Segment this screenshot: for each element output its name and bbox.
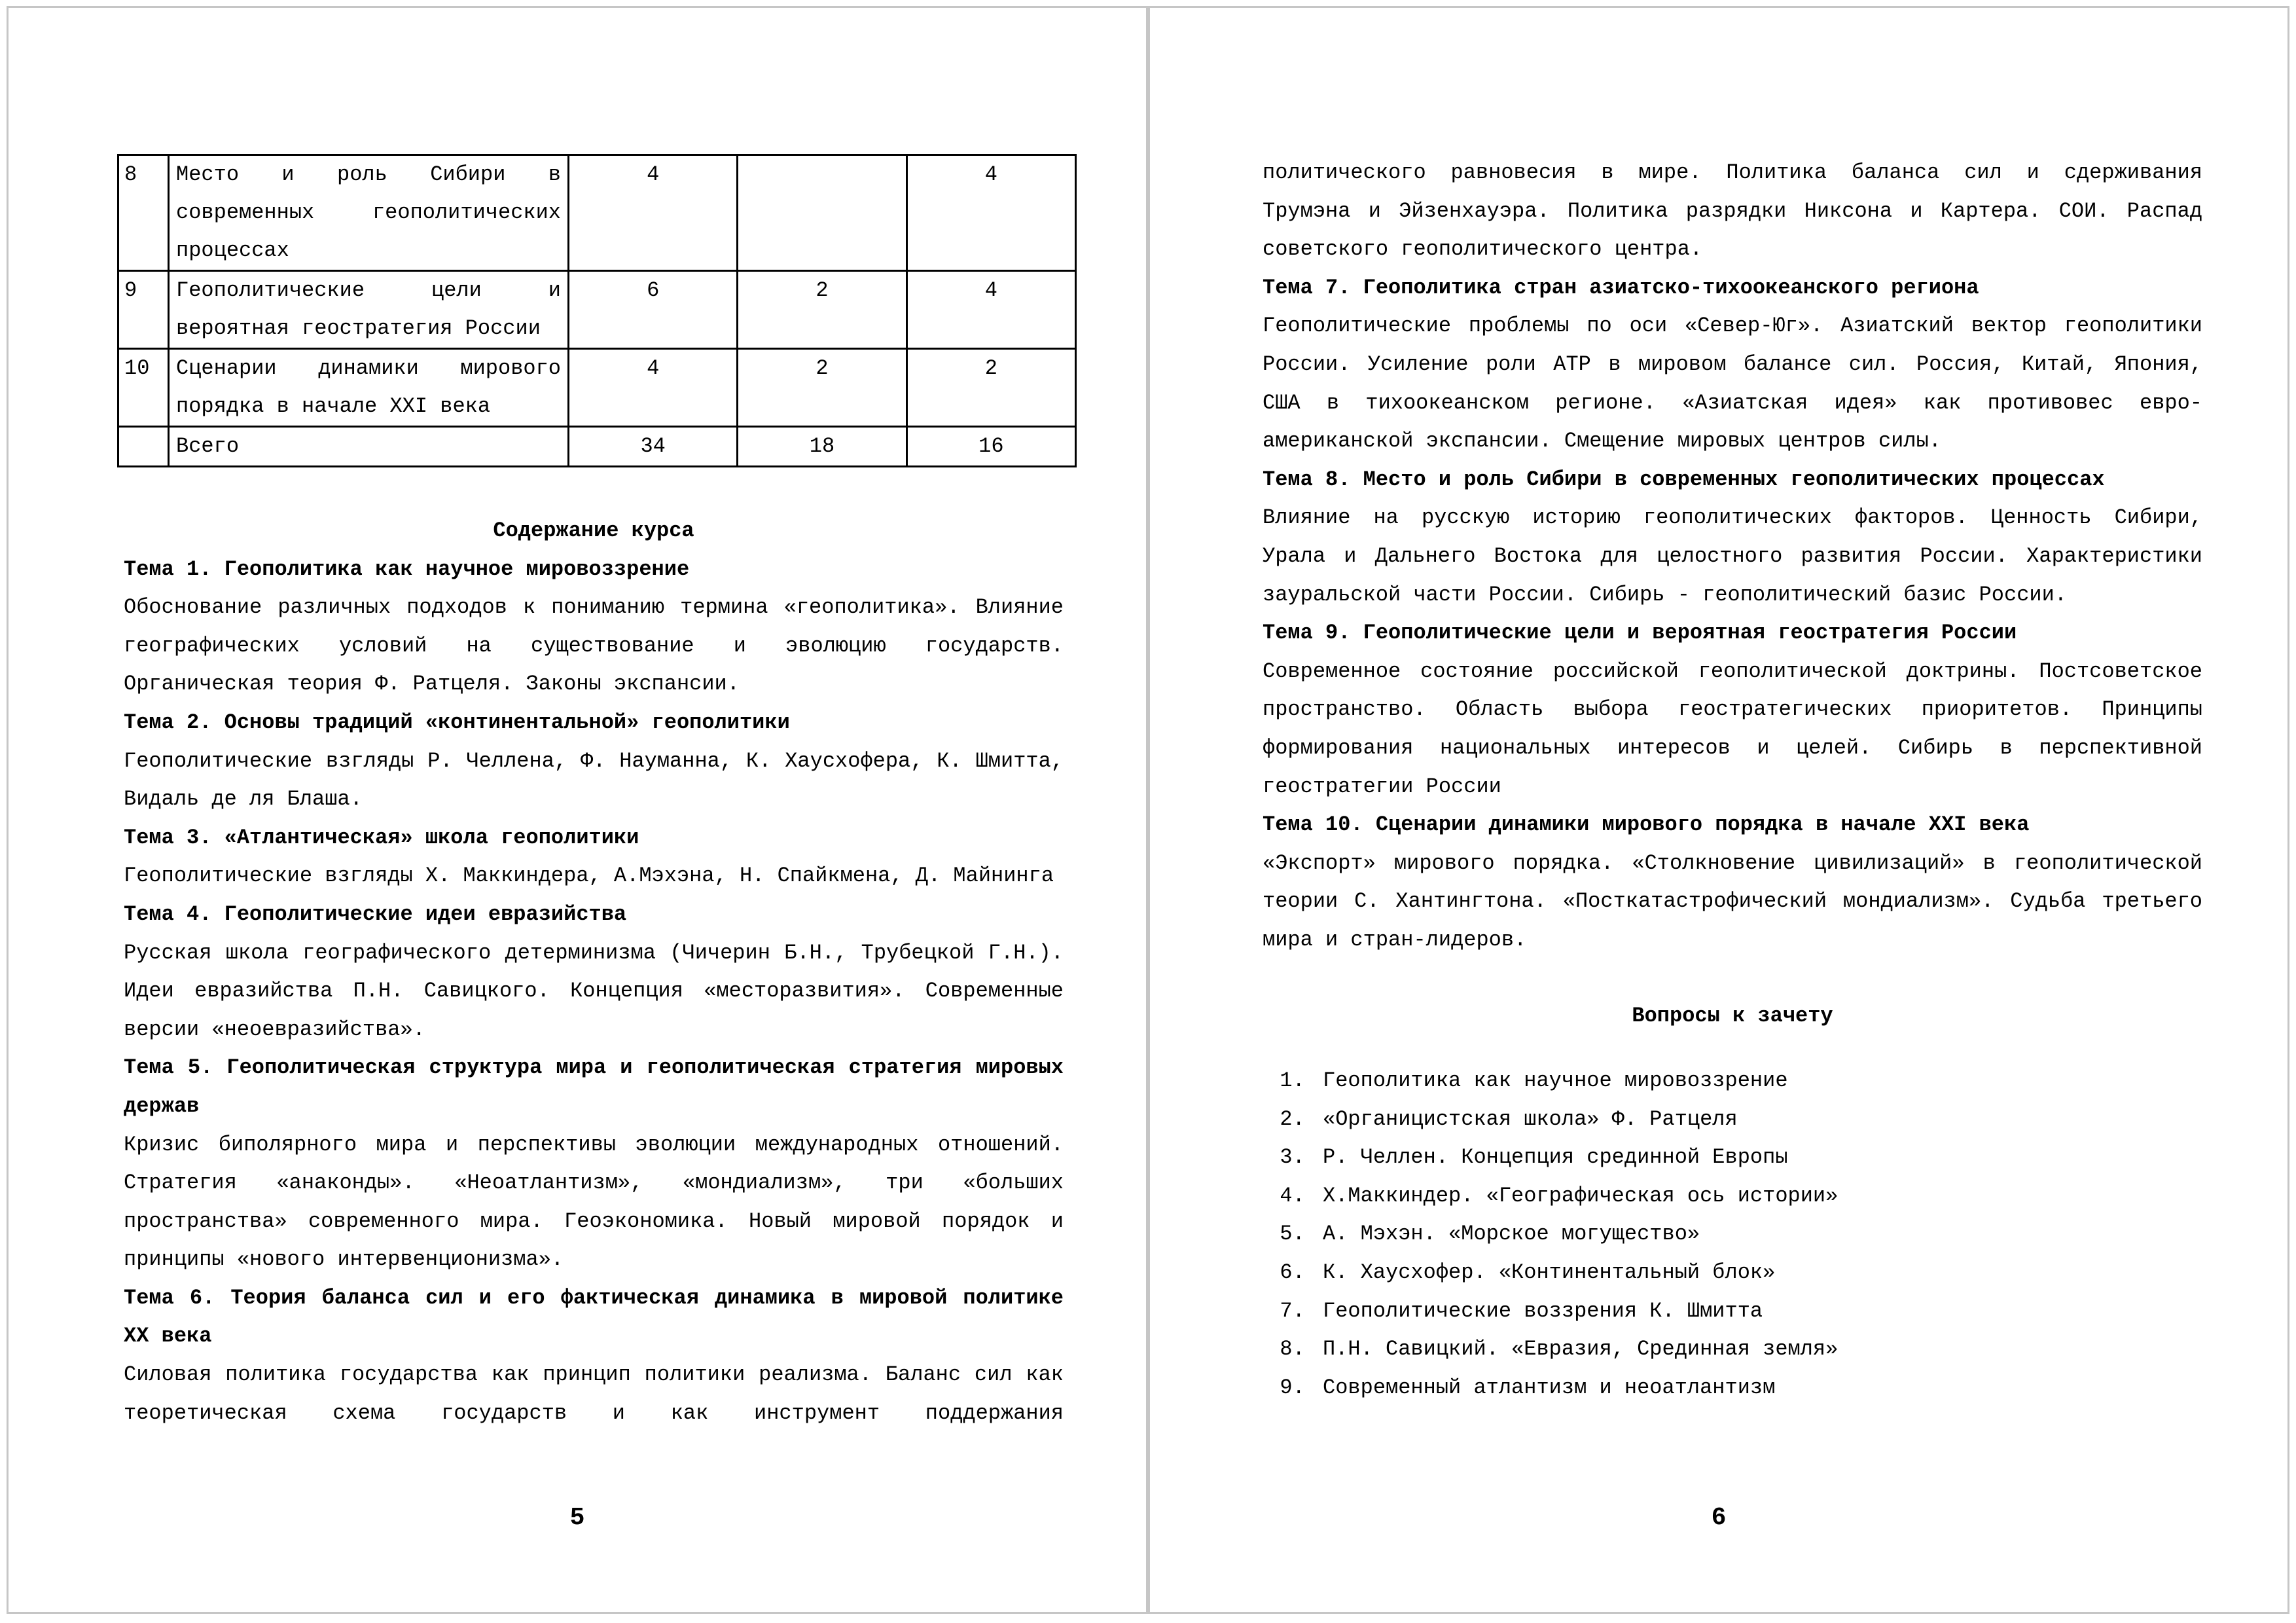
topic-block xyxy=(1263,806,2202,959)
row-topic: Всего xyxy=(169,427,569,467)
topic-block xyxy=(124,819,1064,896)
questions-list xyxy=(1263,1062,2202,1407)
topic-heading: Тема 2. Основы традиций «континентальной» геополитики xyxy=(124,710,790,735)
topic-text-continuation: политического равновесия в мире. Политика баланса сил и сдерживания Трумэна и Эйзенхауэра. Политика разрядки Никсона и Картера. СОИ. Распад советского геополитического центра. xyxy=(1263,160,2202,262)
row-total-hours: 4 xyxy=(569,155,738,271)
row-seminar-hours: 4 xyxy=(906,155,1075,271)
questions-title: Вопросы к зачету xyxy=(1632,1004,1833,1029)
row-seminar-hours: 4 xyxy=(906,271,1075,349)
page-number: 6 xyxy=(1711,1504,1727,1532)
page-number: 5 xyxy=(569,1504,585,1532)
course-plan-table xyxy=(117,154,1077,467)
list-item: 4. Х.Маккиндер. «Географическая ось истории» xyxy=(1318,1177,2202,1216)
row-total-hours: 34 xyxy=(569,427,738,467)
row-topic: Геополитические цели и вероятная геостратегия России xyxy=(169,271,569,349)
list-item: 9. Современный атлантизм и неоатлантизм xyxy=(1318,1369,2202,1408)
table-row xyxy=(118,155,1076,271)
row-seminar-hours: 16 xyxy=(906,427,1075,467)
list-item: 5. А. Мэхэн. «Морское могущество» xyxy=(1318,1215,2202,1254)
row-number: 9 xyxy=(118,271,169,349)
list-item: 2. «Органицистская школа» Ф. Ратцеля xyxy=(1318,1101,2202,1139)
topic-text: «Экспорт» мирового порядка. «Столкновение цивилизаций» в геополитической теории С. Хантингтона. «Посткатастрофический мондиализм». Судьба третьего мира и стран-лидеров. xyxy=(1263,850,2202,952)
list-item: 3. Р. Челлен. Концепция срединной Европы xyxy=(1318,1139,2202,1177)
topic-text: Силовая политика государства как принцип политики реализма. Баланс сил как теоретическая схема государств и как инструмент поддержания xyxy=(124,1362,1064,1425)
row-topic: Сценарии динамики мирового порядка в начале XXI века xyxy=(169,349,569,427)
topic-heading: Тема 8. Место и роль Сибири в современных геополитических процессах xyxy=(1263,467,2105,492)
topic-heading: Тема 4. Геополитические идеи евразийства xyxy=(124,902,627,926)
table-total-row xyxy=(118,427,1076,467)
row-lecture-hours xyxy=(738,155,906,271)
topic-block xyxy=(1263,269,2202,461)
topic-text: Кризис биполярного мира и перспективы эволюции международных отношений. Стратегия «анаконды». «Неоатлантизм», «мондиализм», три «больших пространства» современного мира. Геоэкономика. Новый мировой порядок и принципы «нового интервенционизма». xyxy=(124,1132,1064,1272)
row-topic: Место и роль Сибири в современных геополитических процессах xyxy=(169,155,569,271)
topic-block xyxy=(124,551,1064,704)
topic-heading: Тема 6. Теория баланса сил и его фактическая динамика в мировой политике XX века xyxy=(124,1285,1064,1349)
topic-block xyxy=(124,1279,1064,1432)
topic-text: Современное состояние российской геополитической доктрины. Постсоветское пространство. Область выбора геостратегических приоритетов. Принципы формирования национальных интересов и целей. Сибирь в перспективной геостратегии России xyxy=(1263,659,2202,799)
row-number xyxy=(118,427,169,467)
left-page xyxy=(7,6,1148,1614)
right-page xyxy=(1148,6,2289,1614)
right-page-content xyxy=(1263,154,2202,1407)
topic-heading: Тема 10. Сценарии динамики мирового порядка в начале XXI века xyxy=(1263,812,2030,837)
row-lecture-hours: 2 xyxy=(738,271,906,349)
row-lecture-hours: 18 xyxy=(738,427,906,467)
topic-heading: Тема 5. Геополитическая структура мира и геополитическая стратегия мировых держав xyxy=(124,1055,1064,1118)
list-item: 6. К. Хаусхофер. «Континентальный блок» xyxy=(1318,1254,2202,1292)
table-row xyxy=(118,349,1076,427)
topic-heading: Тема 9. Геополитические цели и вероятная геостратегия России xyxy=(1263,621,2017,646)
left-page-content xyxy=(124,154,1064,1432)
topic-text: Влияние на русскую историю геополитических факторов. Ценность Сибири, Урала и Дальнего Востока для целостного развития России. Характеристики зауральской части России. Сибирь - геополитический базис России. xyxy=(1263,505,2202,607)
row-total-hours: 4 xyxy=(569,349,738,427)
topic-block xyxy=(1263,614,2202,806)
list-item: 8. П.Н. Савицкий. «Евразия, Срединная земля» xyxy=(1318,1330,2202,1369)
topic-text: Геополитические проблемы по оси «Север-Юг». Азиатский вектор геополитики России. Усиление роли АТР в мировом балансе сил. Россия, Китай, Япония, США в тихоокеанском регионе. «Азиатская идея» как противовес евро-американской экспансии. Смещение мировых центров силы. xyxy=(1263,314,2202,454)
row-seminar-hours: 2 xyxy=(906,349,1075,427)
list-item: 1. Геополитика как научное мировоззрение xyxy=(1318,1062,2202,1101)
row-number: 8 xyxy=(118,155,169,271)
topic-block xyxy=(124,1049,1064,1279)
topic-text: Геополитические взгляды Р. Челлена, Ф. Науманна, К. Хаусхофера, К. Шмитта, Видаль де ля Блаша. xyxy=(124,748,1064,812)
row-total-hours: 6 xyxy=(569,271,738,349)
topic-block xyxy=(124,704,1064,819)
topic-text: Геополитические взгляды Х. Маккиндера, А.Мэхэна, Н. Спайкмена, Д. Майнинга xyxy=(124,864,1054,888)
topic-text: Русская школа географического детерминизма (Чичерин Б.Н., Трубецкой Г.Н.). Идеи евразийства П.Н. Савицкого. Концепция «месторазвития». Современные версии «неоевразийства». xyxy=(124,940,1064,1042)
topic-block xyxy=(124,896,1064,1049)
table-row xyxy=(118,271,1076,349)
topic-block xyxy=(1263,461,2202,614)
topic-heading: Тема 1. Геополитика как научное мировоззрение xyxy=(124,556,690,581)
topic-text: Обоснование различных подходов к пониманию термина «геополитика». Влияние географических условий на существование и эволюцию государств. Органическая теория Ф. Ратцеля. Законы экспансии. xyxy=(124,595,1064,697)
topic-heading: Тема 3. «Атлантическая» школа геополитики xyxy=(124,825,639,850)
row-number: 10 xyxy=(118,349,169,427)
section-title: Содержание курса xyxy=(493,519,694,543)
list-item: 7. Геополитические воззрения К. Шмитта xyxy=(1318,1292,2202,1331)
row-lecture-hours: 2 xyxy=(738,349,906,427)
topic-heading: Тема 7. Геополитика стран азиатско-тихоокеанского региона xyxy=(1263,275,1979,300)
